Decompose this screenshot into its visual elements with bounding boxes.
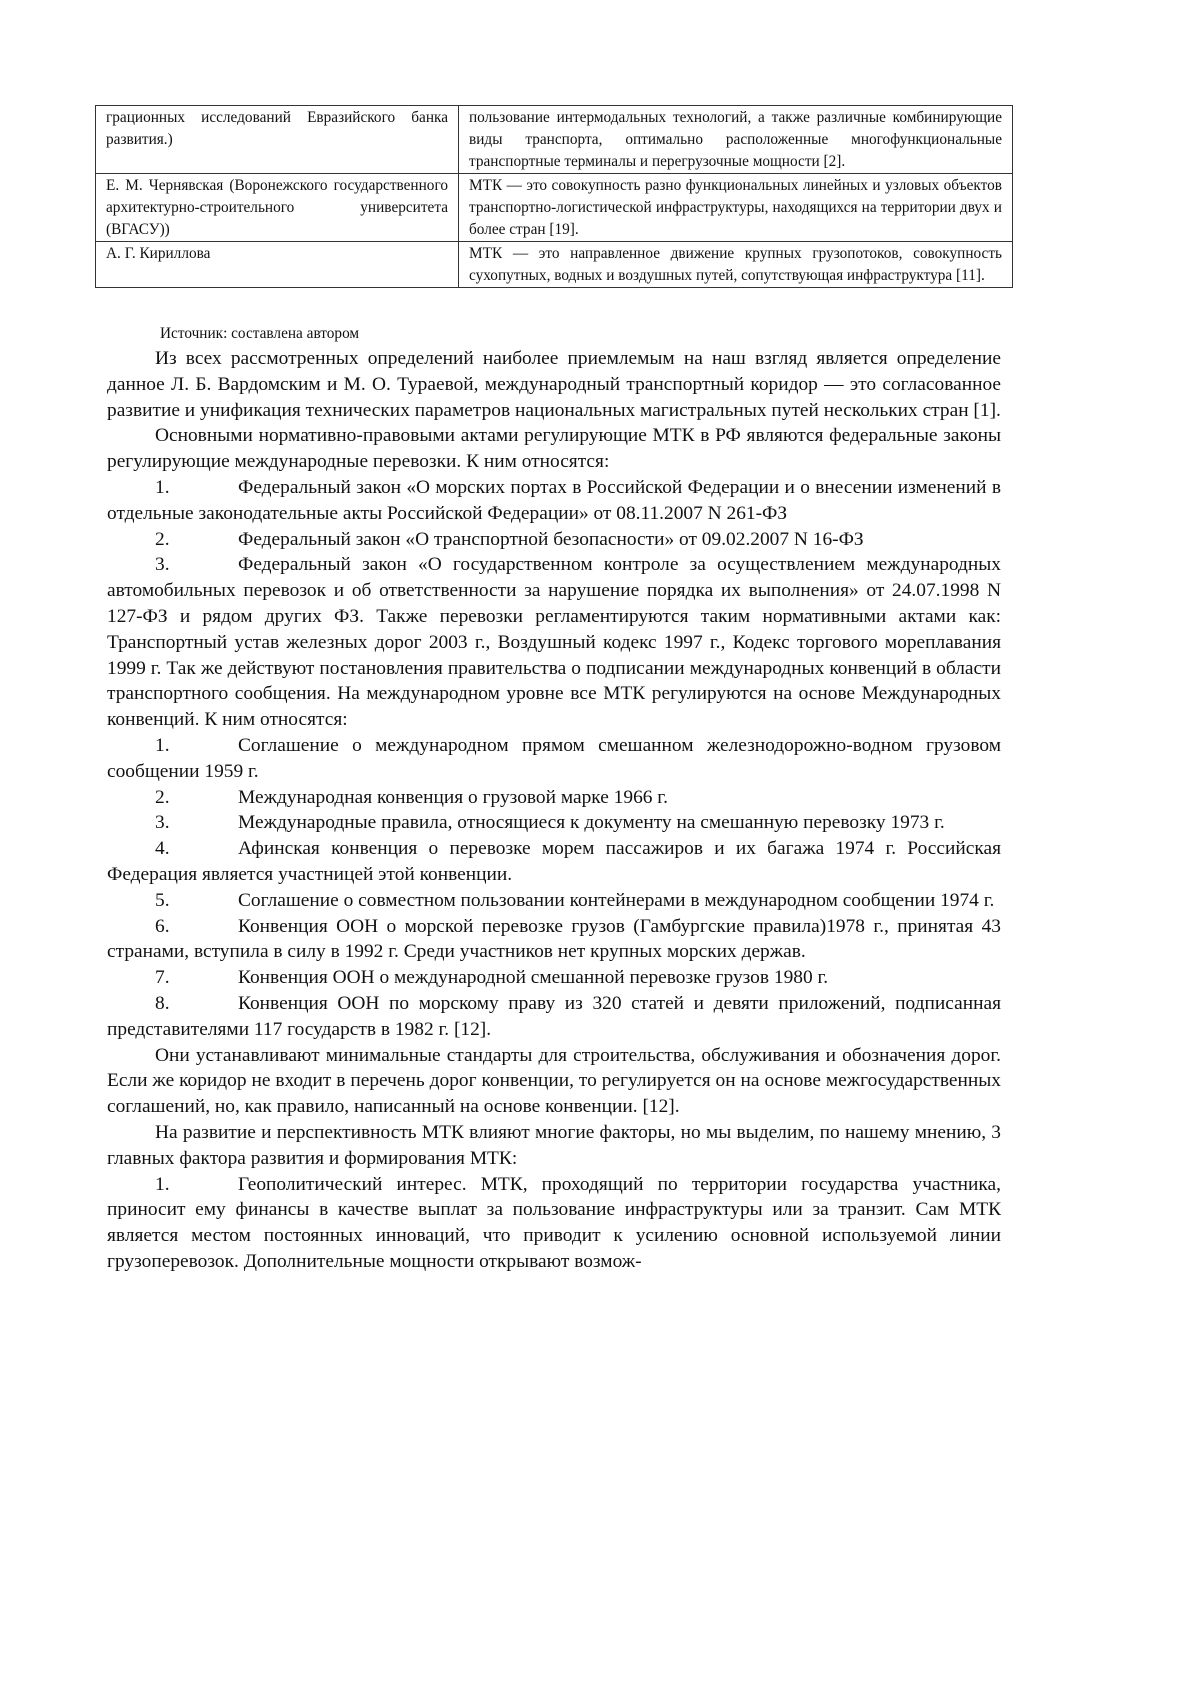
definitions-table xyxy=(95,105,1013,288)
paragraph-text: Конвенция ООН о международной смешанной перевозке грузов 1980 г. xyxy=(238,967,828,988)
paragraph-text: Федеральный закон «О транспортной безопасности» от 09.02.2007 N 16-ФЗ xyxy=(238,529,864,550)
paragraph-text: Соглашение о международном прямом смешанном железнодорожно-водном грузовом сообщении 1959 г. xyxy=(107,735,1001,782)
list-item xyxy=(107,810,1001,836)
list-item xyxy=(107,914,1001,966)
author-cell: А. Г. Кириллова xyxy=(96,242,459,288)
list-number: 2. xyxy=(155,785,238,811)
list-item xyxy=(107,733,1001,785)
list-item xyxy=(107,475,1001,527)
list-number: 6. xyxy=(155,914,238,940)
paragraph-text: Из всех рассмотренных определений наиболее приемлемым на наш взгляд является определение данное Л. Б. Вардомским и М. О. Тураевой, международный транспортный коридор — это согласованное развитие и унификация технических параметров национальных магистральных путей нескольких стран [1]. xyxy=(107,348,1001,421)
list-number: 1. xyxy=(155,475,238,501)
paragraph-text: Соглашение о совместном пользовании контейнерами в международном сообщении 1974 г. xyxy=(238,890,994,911)
paragraph-text: Конвенция ООН о морской перевозке грузов (Гамбургские правила)1978 г., принятая 43 странами, вступила в силу в 1992 г. Среди участников нет крупных морских держав. xyxy=(107,916,1001,963)
table-row xyxy=(96,174,1013,242)
list-number: 3. xyxy=(155,552,238,578)
list-number: 1. xyxy=(155,733,238,759)
paragraph-text: Конвенция ООН по морскому праву из 320 статей и девяти приложений, подписанная представителями 117 государств в 1982 г. [12]. xyxy=(107,993,1001,1040)
definition-cell: МТК — это направленное движение крупных грузопотоков, совокупность сухопутных, водных и воздушных путей, сопутствующая инфраструктура [11]. xyxy=(459,242,1013,288)
list-number: 2. xyxy=(155,527,238,553)
list-item xyxy=(107,888,1001,914)
paragraph xyxy=(107,423,1001,475)
paragraph-text: Международные правила, относящиеся к документу на смешанную перевозку 1973 г. xyxy=(238,812,945,833)
table-source-note: Источник: составлена автором xyxy=(160,325,359,343)
body-text xyxy=(107,346,1001,1275)
list-number: 5. xyxy=(155,888,238,914)
list-item xyxy=(107,836,1001,888)
list-number: 8. xyxy=(155,991,238,1017)
paragraph-text: Геополитический интерес. МТК, проходящий по территории государства участника, приносит ему финансы в качестве выплат за пользование инфраструктуры или за транзит. Сам МТК является местом постоянных инноваций, что приводит к усилению основной используемой линии грузоперевозок. Дополнительные мощности открывают возмож- xyxy=(107,1174,1001,1272)
paragraph-text: Федеральный закон «О государственном контроле за осуществлением международных автомобильных перевозок и об ответственности за нарушение порядка их выполнения» от 24.07.1998 N 127-ФЗ и рядом других ФЗ. Также перевозки регламентируются таким нормативными актами как: Транспортный устав железных дорог 2003 г., Воздушный кодекс 1997 г., Кодекс торгового мореплавания 1999 г. Так же действуют постановления правительства о подписании международных конвенций в области транспортного сообщения. На международном уровне все МТК регулируются на основе Международных конвенций. К ним относятся: xyxy=(107,554,1001,730)
list-item xyxy=(107,1172,1001,1275)
table-row xyxy=(96,106,1013,174)
paragraph-text: Основными нормативно-правовыми актами регулирующие МТК в РФ являются федеральные законы регулирующие международные перевозки. К ним относятся: xyxy=(107,425,1001,472)
list-item xyxy=(107,991,1001,1043)
author-cell: Е. М. Чернявская (Воронежского государственного архитектурно-строительного университета (ВГАСУ)) xyxy=(96,174,459,242)
paragraph-text: Федеральный закон «О морских портах в Российской Федерации и о внесении изменений в отдельные законодательные акты Российской Федерации» от 08.11.2007 N 261-ФЗ xyxy=(107,477,1001,524)
paragraph xyxy=(107,346,1001,423)
definition-cell: пользование интермодальных технологий, а также различные комбинирующие виды транспорта, оптимально расположенные многофункциональные транспортные терминалы и перегрузочные мощности [2]. xyxy=(459,106,1013,174)
list-number: 7. xyxy=(155,965,238,991)
table-row xyxy=(96,242,1013,288)
paragraph xyxy=(107,1043,1001,1120)
paragraph-text: На развитие и перспективность МТК влияют многие факторы, но мы выделим, по нашему мнению, 3 главных фактора развития и формирования МТК: xyxy=(107,1122,1001,1169)
paragraph-text: Они устанавливают минимальные стандарты для строительства, обслуживания и обозначения дорог. Если же коридор не входит в перечень дорог конвенции, то регулируется он на основе межгосударственных соглашений, но, как правило, написанный на основе конвенции. [12]. xyxy=(107,1045,1001,1118)
list-item xyxy=(107,785,1001,811)
paragraph-text: Международная конвенция о грузовой марке 1966 г. xyxy=(238,787,668,808)
list-item xyxy=(107,527,1001,553)
list-number: 3. xyxy=(155,810,238,836)
paragraph xyxy=(107,1120,1001,1172)
list-item xyxy=(107,552,1001,733)
definition-cell: МТК — это совокупность разно функциональных линейных и узловых объектов транспортно-логистической инфраструктуры, находящихся на территории двух и более стран [19]. xyxy=(459,174,1013,242)
paragraph-text: Афинская конвенция о перевозке морем пассажиров и их багажа 1974 г. Российская Федерация является участницей этой конвенции. xyxy=(107,838,1001,885)
author-cell: грационных исследований Евразийского банка развития.) xyxy=(96,106,459,174)
list-number: 4. xyxy=(155,836,238,862)
list-item xyxy=(107,965,1001,991)
list-number: 1. xyxy=(155,1172,238,1198)
